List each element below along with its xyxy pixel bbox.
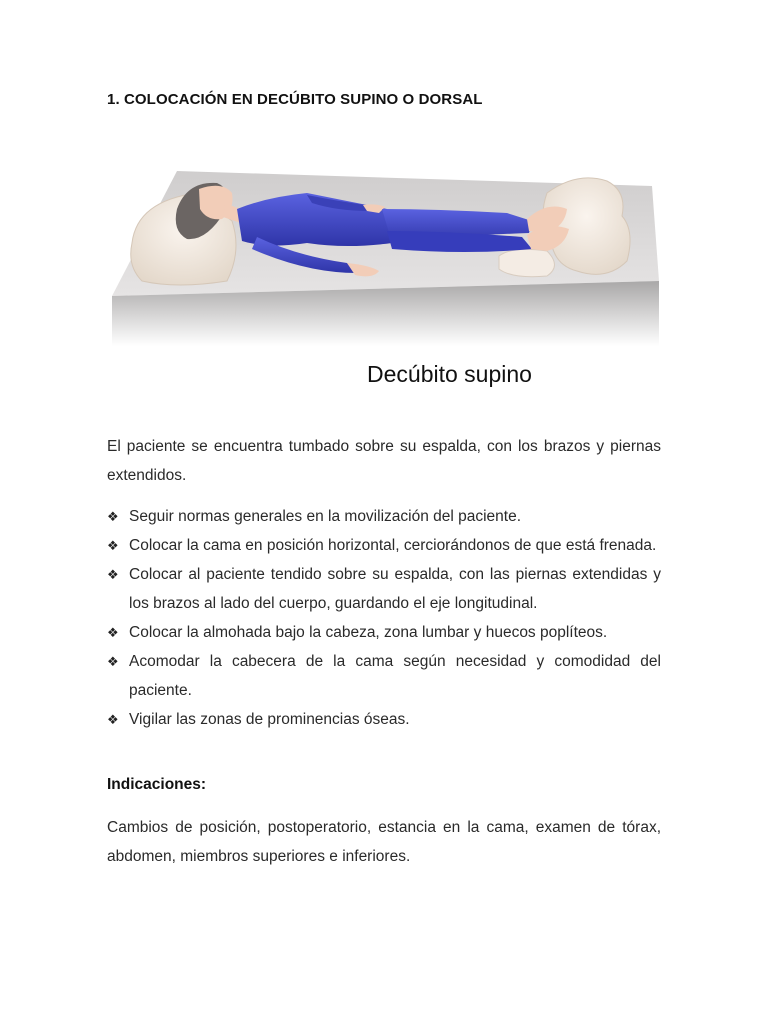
figure-caption: Decúbito supino: [367, 361, 532, 387]
intro-paragraph: El paciente se encuentra tumbado sobre su espalda, con los brazos y piernas extendidos.: [107, 438, 661, 484]
supine-position-illustration: [107, 131, 662, 414]
diamond-bullet-icon: ❖: [107, 509, 119, 524]
procedure-list: [107, 502, 661, 734]
indications-paragraph: Cambios de posición, postoperatorio, estancia en la cama, examen de tórax, abdomen, miembros superiores e inferiores.: [107, 819, 661, 865]
list-item: ❖ Colocar la cama en posición horizontal, cerciorándonos de que está frenada.: [107, 531, 661, 560]
diamond-bullet-icon: ❖: [107, 654, 119, 669]
diamond-bullet-icon: ❖: [107, 712, 119, 727]
list-item: ❖ Vigilar las zonas de prominencias óseas.: [107, 705, 661, 734]
indications-heading: Indicaciones:: [107, 776, 207, 793]
diamond-bullet-icon: ❖: [107, 538, 119, 553]
list-item: ❖ Seguir normas generales en la movilización del paciente.: [107, 502, 661, 531]
list-item: ❖ Colocar al paciente tendido sobre su espalda, con las piernas extendidas y los brazos al lado del cuerpo, guardando el eje longitudinal.: [107, 560, 661, 618]
diamond-bullet-icon: ❖: [107, 567, 119, 582]
list-item: ❖ Colocar la almohada bajo la cabeza, zona lumbar y huecos poplíteos.: [107, 618, 661, 647]
list-item: ❖ Acomodar la cabecera de la cama según necesidad y comodidad del paciente.: [107, 647, 661, 705]
diamond-bullet-icon: ❖: [107, 625, 119, 640]
section-heading: 1. COLOCACIÓN EN DECÚBITO SUPINO O DORSAL: [107, 91, 483, 108]
